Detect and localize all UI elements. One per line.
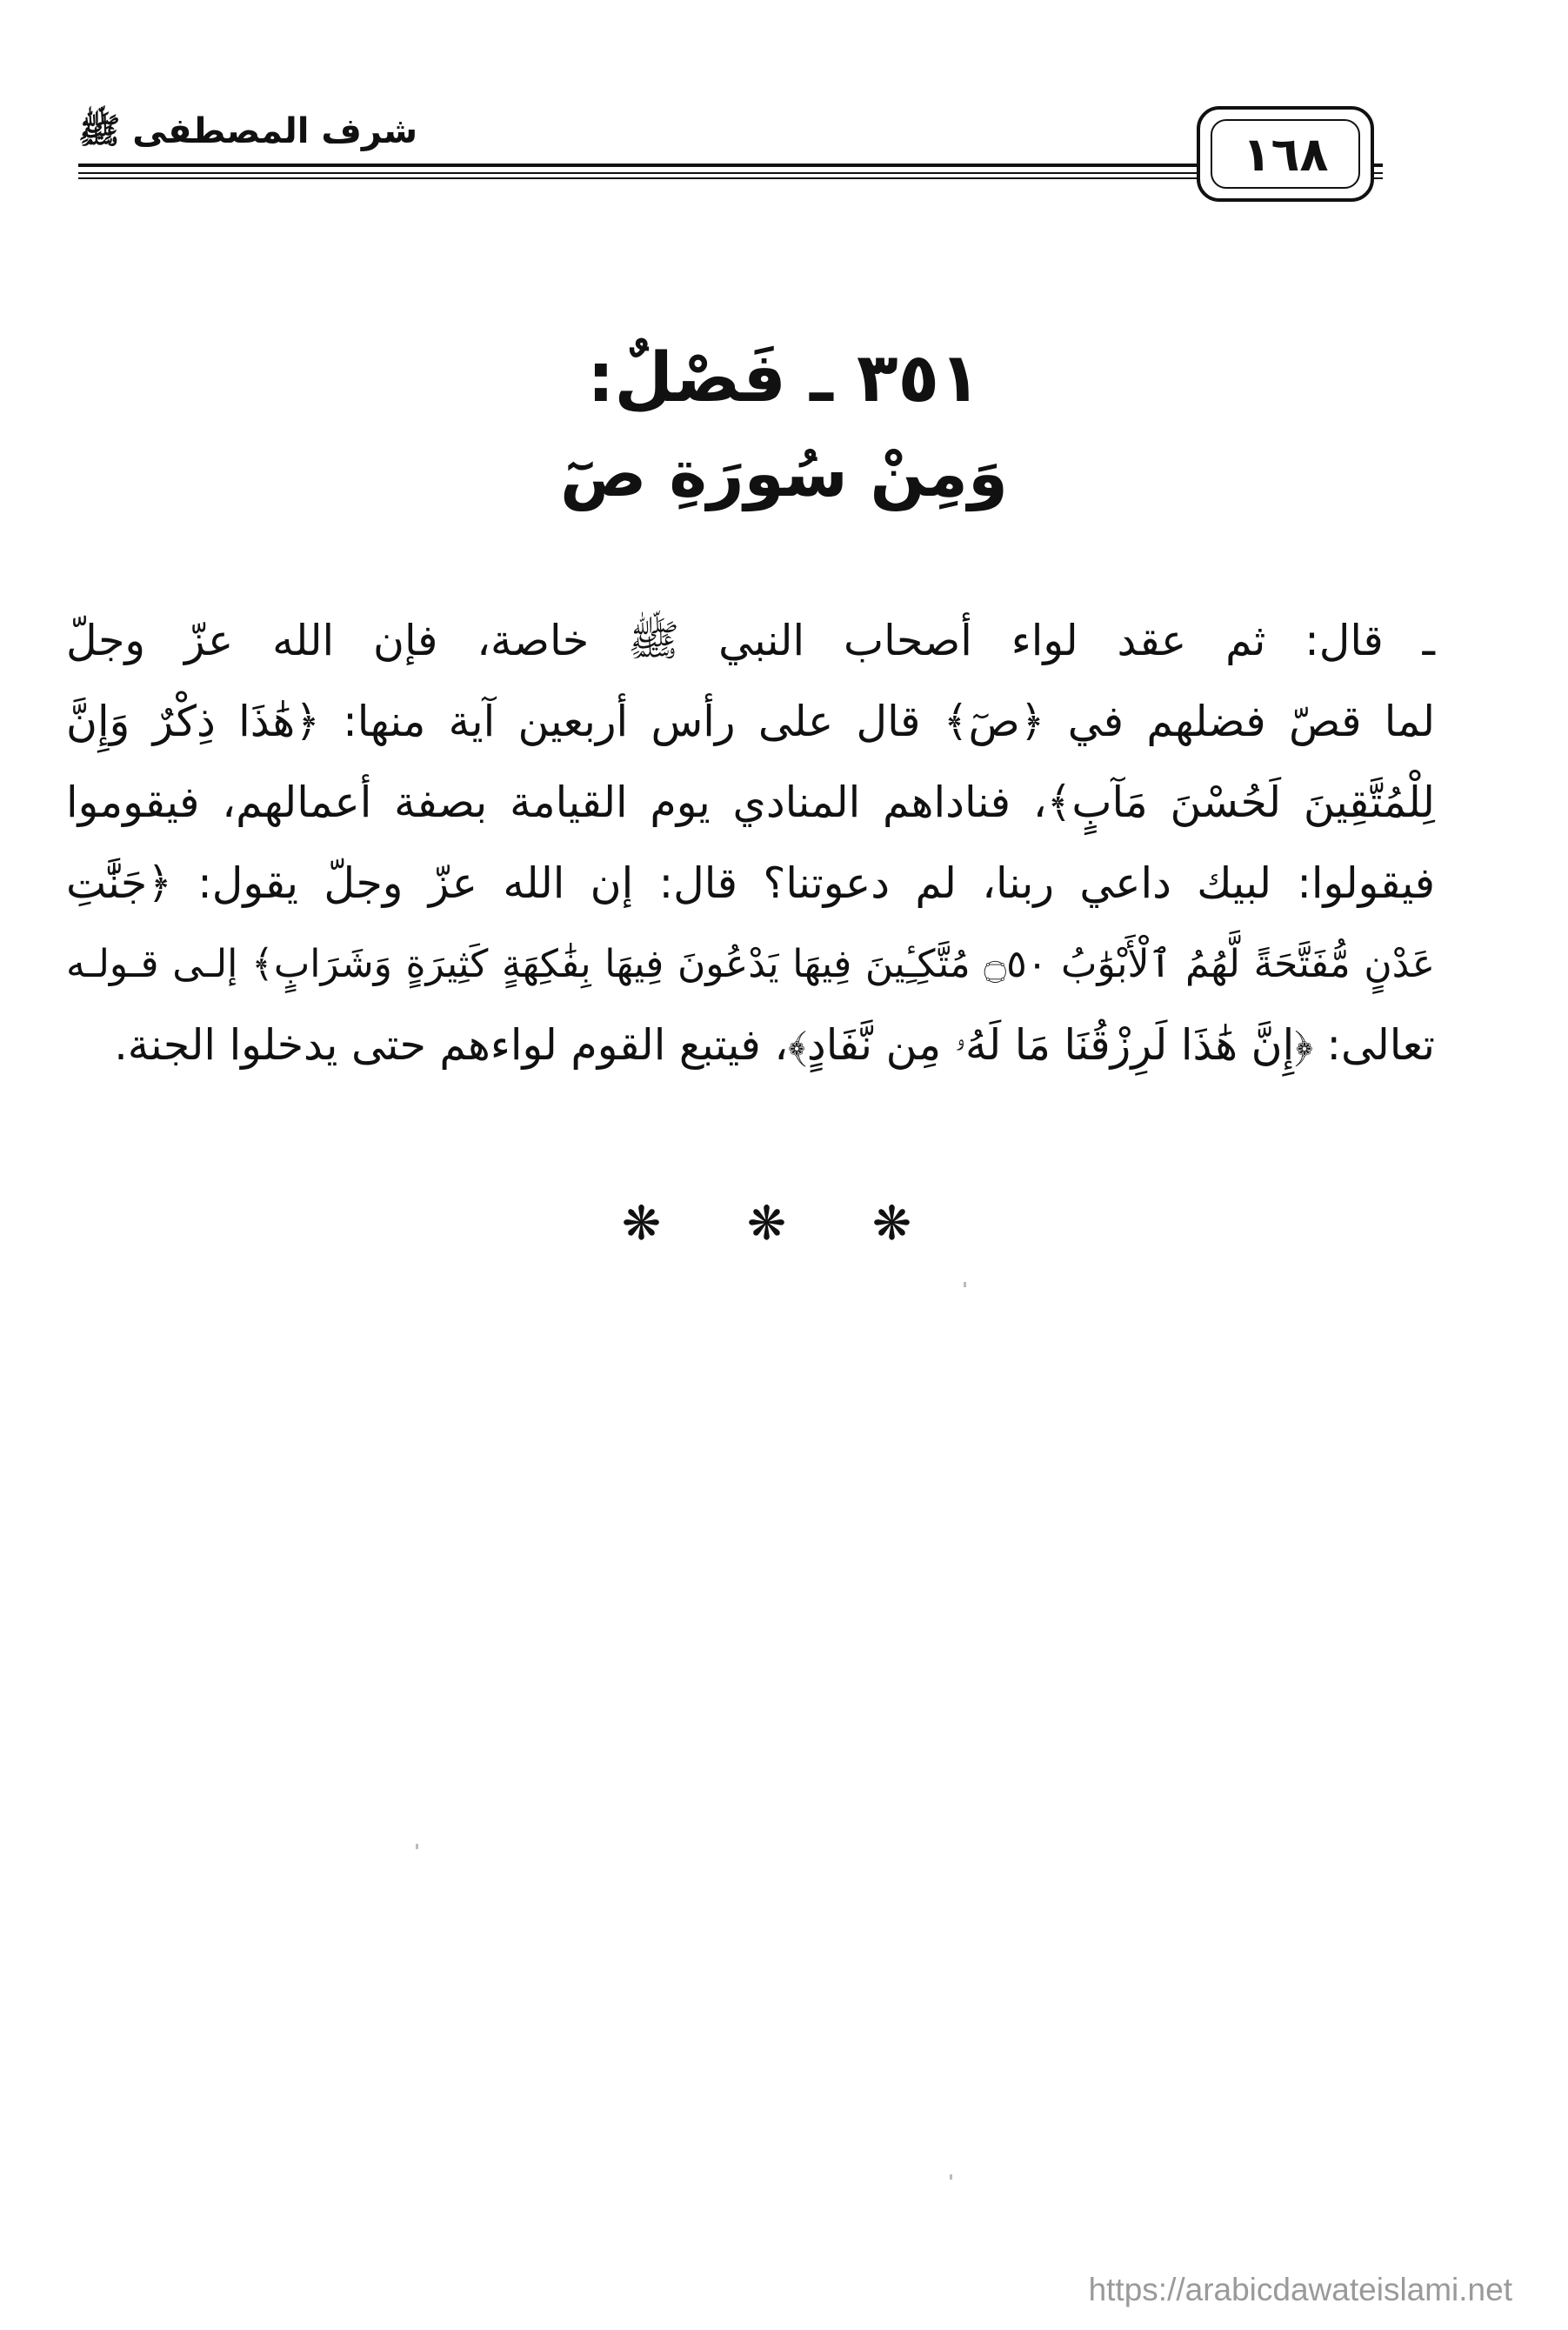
scan-speck	[416, 1844, 418, 1849]
page-header	[78, 103, 1435, 207]
page-number: ١٦٨	[1211, 119, 1360, 189]
header-rule-thick	[78, 164, 1383, 167]
section-number-title: ٣٥١ ـ فَصْلٌ:	[587, 339, 981, 417]
section-heading	[0, 330, 1568, 522]
surah-subtitle: وَمِنْ سُورَةِ صٓ	[560, 437, 1008, 511]
body-line: ـ قال: ثم عقد لواء أصحاب النبي ﷺ خاصة، فإن الله عزّ وجلّ	[66, 616, 1435, 665]
body-line: لما قصّ فضلهم في ﴿صٓ﴾ قال على رأس أربعين آية منها: ﴿هَٰذَا ذِكْرٌ وَإِنَّ	[66, 697, 1435, 746]
body-line: فيقولوا: لبيك داعي ربنا، لم دعوتنا؟ قال: إن الله عزّ وجلّ يقول: ﴿جَنَّٰتِ	[66, 858, 1435, 908]
section-separator-asterisks: ❋ ❋ ❋	[621, 1196, 947, 1251]
header-rule-thin	[78, 172, 1383, 174]
scan-speck	[964, 1282, 966, 1287]
body-line: تعالى: ﴿إِنَّ هَٰذَا لَرِزْقُنَا مَا لَهُۥ مِن نَّفَادٍ﴾، فيتبع القوم لواءهم حتى يدخلوا الجنة.	[114, 1020, 1435, 1070]
body-paragraph	[66, 600, 1435, 1085]
body-line: عَدْنٍ مُّفَتَّحَةً لَّهُمُ ٱلْأَبْوَٰبُ ۝٥٠ مُتَّكِـِٔينَ فِيهَا يَدْعُونَ فِيهَا بِفَٰكِهَةٍ كَثِيرَةٍ وَشَرَابٍ﴾ إلـى قـولـه	[66, 942, 1435, 986]
header-rule-thin-2	[78, 177, 1383, 179]
body-line: لِلْمُتَّقِينَ لَحُسْنَ مَآبٍ﴾، فناداهم المنادي يوم القيامة بصفة أعمالهم، فيقوموا	[66, 778, 1435, 827]
watermark-url: https://arabicdawateislami.net	[1088, 2272, 1512, 2307]
scan-speck	[950, 2174, 952, 2180]
page-number-frame	[1197, 106, 1374, 202]
running-head-book-title: شرف المصطفى ﷺ	[78, 111, 418, 151]
